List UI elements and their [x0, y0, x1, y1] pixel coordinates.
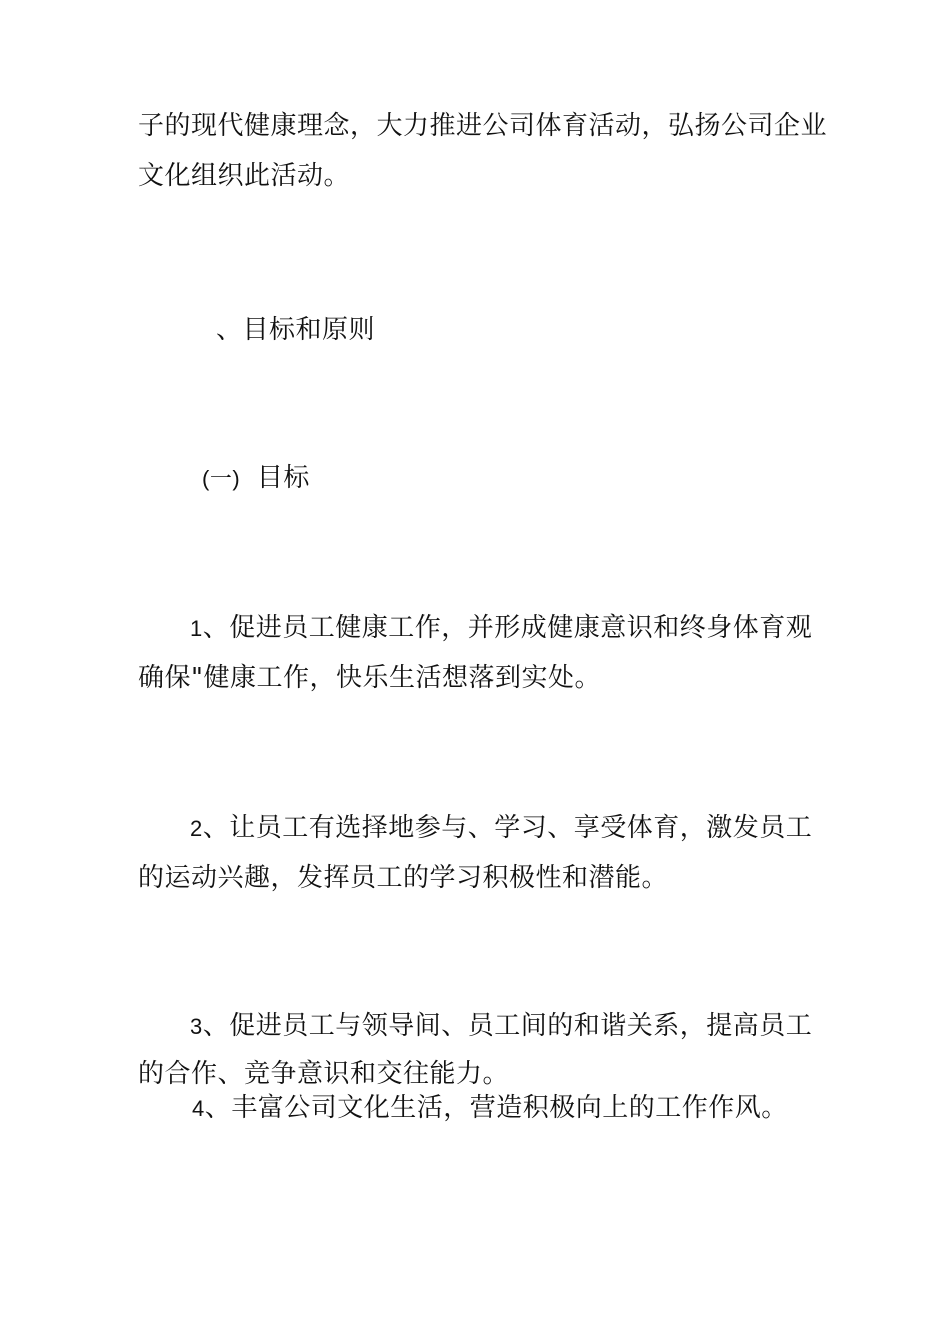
- list-item-3-line-1: [190, 1010, 812, 1043]
- list-item-text: 、让员工有选择地参与、学习、享受体育，激发员工: [202, 813, 813, 843]
- list-item-4-line-1: [192, 1092, 788, 1125]
- subsection-heading: [202, 462, 310, 495]
- list-item-2-line-1: [190, 812, 812, 845]
- list-item-1-line-2: 确保"健康工作，快乐生活想落到实处。: [138, 663, 601, 693]
- list-item-3-line-2: 的合作、竞争意识和交往能力。: [138, 1059, 510, 1089]
- subsection-number: (一): [202, 466, 241, 491]
- list-item-text: 、丰富公司文化生活，营造积极向上的工作作风。: [204, 1093, 788, 1123]
- list-item-2-line-2: 的运动兴趣，发挥员工的学习积极性和潜能。: [138, 863, 669, 893]
- list-item-text: 、促进员工健康工作，并形成健康意识和终身体育观: [202, 613, 813, 643]
- intro-line-2: 文化组织此活动。: [138, 161, 351, 191]
- list-item-number: 4: [192, 1096, 205, 1121]
- list-item-1-line-1: [190, 612, 812, 645]
- intro-line-1: 子的现代健康理念，大力推进公司体育活动，弘扬公司企业: [138, 111, 828, 141]
- list-item-number: 1: [190, 616, 203, 641]
- section-heading: 、目标和原则: [216, 315, 376, 345]
- subsection-title: 目标: [256, 463, 310, 493]
- list-item-number: 3: [190, 1014, 203, 1039]
- list-item-number: 2: [190, 816, 203, 841]
- list-item-text: 、促进员工与领导间、员工间的和谐关系，提高员工: [202, 1011, 813, 1041]
